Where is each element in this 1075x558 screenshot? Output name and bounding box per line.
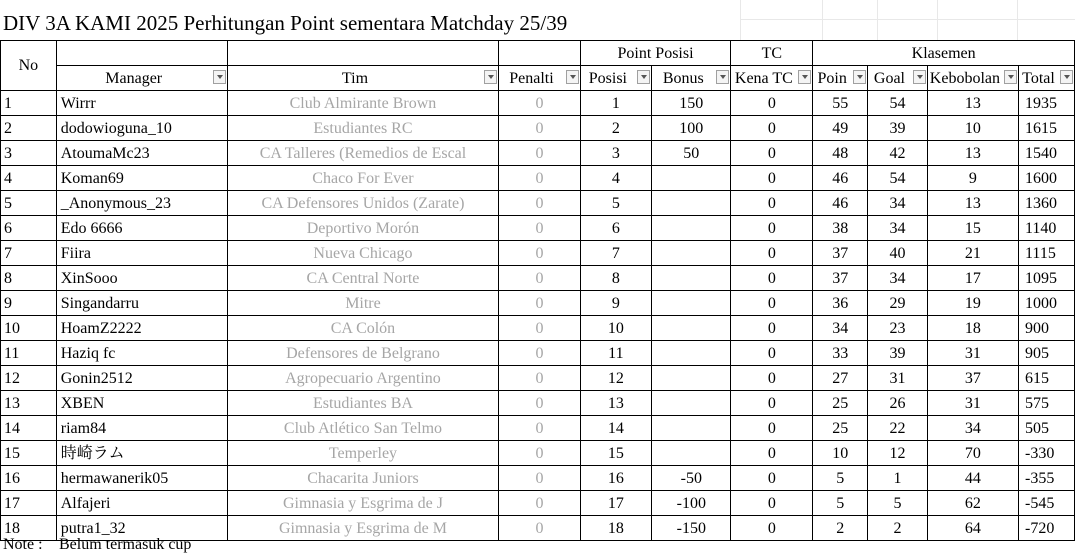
cell-manager[interactable]: _Anonymous_23 (56, 191, 227, 216)
cell-bonus[interactable] (652, 191, 731, 216)
note-text: Belum termasuk cup (59, 536, 192, 553)
cell-poin[interactable]: 49 (813, 116, 868, 141)
cell-poin[interactable]: 2 (813, 516, 868, 541)
cell-no[interactable]: 15 (1, 441, 57, 466)
cell-manager[interactable]: Koman69 (56, 166, 227, 191)
cell-no[interactable]: 3 (1, 141, 57, 166)
cell-manager[interactable]: Gonin2512 (56, 366, 227, 391)
cell-penalti[interactable]: 0 (499, 516, 580, 541)
filter-dropdown-icon[interactable] (213, 70, 226, 84)
table-row (1, 166, 1075, 191)
cell-penalti[interactable]: 0 (499, 291, 580, 316)
cell-goal[interactable]: 31 (868, 366, 928, 391)
cell-poin[interactable]: 36 (813, 291, 868, 316)
cell-bonus[interactable] (652, 166, 731, 191)
cell-goal[interactable]: 2 (868, 516, 928, 541)
cell-tim[interactable]: CA Talleres (Remedios de Escal (227, 141, 499, 166)
table-row (1, 391, 1075, 416)
cell-tim[interactable]: Defensores de Belgrano (227, 341, 499, 366)
filter-dropdown-icon[interactable] (1004, 70, 1017, 84)
cell-kebobolan[interactable]: 62 (927, 491, 1018, 516)
table-row (1, 216, 1075, 241)
header-blank (499, 41, 580, 66)
cell-kena-tc[interactable]: 0 (731, 116, 813, 141)
cell-kena-tc[interactable]: 0 (731, 91, 813, 116)
cell-posisi[interactable]: 8 (580, 266, 652, 291)
cell-tim[interactable]: CA Central Norte (227, 266, 499, 291)
filter-dropdown-icon[interactable] (913, 70, 926, 84)
cell-poin[interactable]: 10 (813, 441, 868, 466)
cell-bonus[interactable] (652, 391, 731, 416)
cell-kena-tc[interactable]: 0 (731, 141, 813, 166)
cell-no[interactable]: 9 (1, 291, 57, 316)
table-row (1, 366, 1075, 391)
cell-penalti[interactable]: 0 (499, 216, 580, 241)
header-tc: TC (731, 41, 813, 66)
cell-poin[interactable]: 5 (813, 491, 868, 516)
cell-bonus[interactable] (652, 291, 731, 316)
column-header-tim: Tim (227, 66, 499, 91)
header-no: No (1, 41, 57, 91)
cell-goal[interactable]: 12 (868, 441, 928, 466)
cell-poin[interactable]: 25 (813, 416, 868, 441)
cell-total[interactable]: 900 (1019, 316, 1075, 341)
cell-kebobolan[interactable]: 10 (927, 116, 1018, 141)
cell-bonus[interactable] (652, 366, 731, 391)
cell-poin[interactable]: 34 (813, 316, 868, 341)
column-header-posisi: Posisi (580, 66, 652, 91)
cell-poin[interactable]: 46 (813, 191, 868, 216)
cell-bonus[interactable]: 150 (652, 91, 731, 116)
cell-kena-tc[interactable]: 0 (731, 441, 813, 466)
cell-no[interactable]: 5 (1, 191, 57, 216)
cell-kena-tc[interactable]: 0 (731, 516, 813, 541)
cell-manager[interactable]: dodowioguna_10 (56, 116, 227, 141)
cell-posisi[interactable]: 10 (580, 316, 652, 341)
cell-tim[interactable]: Gimnasia y Esgrima de M (227, 516, 499, 541)
cell-kena-tc[interactable]: 0 (731, 466, 813, 491)
cell-tim[interactable]: Nueva Chicago (227, 241, 499, 266)
cell-kebobolan[interactable]: 31 (927, 391, 1018, 416)
cell-bonus[interactable] (652, 416, 731, 441)
cell-posisi[interactable]: 15 (580, 441, 652, 466)
cell-posisi[interactable]: 9 (580, 291, 652, 316)
cell-penalti[interactable]: 0 (499, 241, 580, 266)
cell-kebobolan[interactable]: 13 (927, 191, 1018, 216)
cell-kebobolan[interactable]: 37 (927, 366, 1018, 391)
cell-bonus[interactable]: -100 (652, 491, 731, 516)
cell-goal[interactable]: 22 (868, 416, 928, 441)
cell-goal[interactable]: 39 (868, 341, 928, 366)
cell-goal[interactable]: 34 (868, 266, 928, 291)
cell-bonus[interactable] (652, 316, 731, 341)
cell-manager[interactable]: 時崎ラム (56, 441, 227, 466)
cell-kena-tc[interactable]: 0 (731, 316, 813, 341)
cell-manager[interactable]: XinSooo (56, 266, 227, 291)
cell-goal[interactable]: 26 (868, 391, 928, 416)
cell-total[interactable]: 1000 (1019, 291, 1075, 316)
cell-bonus[interactable] (652, 241, 731, 266)
cell-penalti[interactable]: 0 (499, 116, 580, 141)
cell-no[interactable]: 4 (1, 166, 57, 191)
column-header-kebobolan: Kebobolan (927, 66, 1018, 91)
header-group-row (1, 41, 1075, 66)
cell-goal[interactable]: 29 (868, 291, 928, 316)
header-blank (227, 41, 499, 66)
column-header-penalti: Penalti (499, 66, 580, 91)
table-row (1, 291, 1075, 316)
cell-tim[interactable]: Deportivo Morón (227, 216, 499, 241)
cell-tim[interactable]: Agropecuario Argentino (227, 366, 499, 391)
cell-tim[interactable]: Mitre (227, 291, 499, 316)
cell-posisi[interactable]: 14 (580, 416, 652, 441)
header-point-posisi: Point Posisi (580, 41, 731, 66)
table-row (1, 441, 1075, 466)
cell-penalti[interactable]: 0 (499, 316, 580, 341)
cell-total[interactable]: 1140 (1019, 216, 1075, 241)
table-row (1, 316, 1075, 341)
cell-poin[interactable]: 37 (813, 266, 868, 291)
cell-tim[interactable]: Chacarita Juniors (227, 466, 499, 491)
filter-dropdown-icon[interactable] (484, 70, 497, 84)
cell-tim[interactable]: Estudiantes BA (227, 391, 499, 416)
cell-manager[interactable]: hermawanerik05 (56, 466, 227, 491)
cell-posisi[interactable]: 12 (580, 366, 652, 391)
header-klasemen: Klasemen (813, 41, 1075, 66)
cell-kebobolan[interactable]: 13 (927, 91, 1018, 116)
cell-posisi[interactable]: 17 (580, 491, 652, 516)
filter-dropdown-icon[interactable] (853, 70, 866, 84)
cell-kena-tc[interactable]: 0 (731, 491, 813, 516)
cell-poin[interactable]: 38 (813, 216, 868, 241)
cell-penalti[interactable]: 0 (499, 191, 580, 216)
cell-goal[interactable]: 34 (868, 191, 928, 216)
cell-goal[interactable]: 39 (868, 116, 928, 141)
table-row (1, 191, 1075, 216)
cell-total[interactable]: 1360 (1019, 191, 1075, 216)
table-row (1, 416, 1075, 441)
cell-penalti[interactable]: 0 (499, 491, 580, 516)
table-row (1, 241, 1075, 266)
cell-total[interactable]: -330 (1019, 441, 1075, 466)
cell-poin[interactable]: 37 (813, 241, 868, 266)
cell-manager[interactable]: AtoumaMc23 (56, 141, 227, 166)
cell-total[interactable]: 1600 (1019, 166, 1075, 191)
cell-poin[interactable]: 46 (813, 166, 868, 191)
cell-goal[interactable]: 23 (868, 316, 928, 341)
cell-penalti[interactable]: 0 (499, 441, 580, 466)
cell-poin[interactable]: 55 (813, 91, 868, 116)
cell-goal[interactable]: 42 (868, 141, 928, 166)
cell-goal[interactable]: 5 (868, 491, 928, 516)
column-header-goal: Goal (868, 66, 928, 91)
cell-total[interactable]: -355 (1019, 466, 1075, 491)
cell-kena-tc[interactable]: 0 (731, 291, 813, 316)
column-header-kena-tc: Kena TC (731, 66, 813, 91)
cell-penalti[interactable]: 0 (499, 91, 580, 116)
column-header-total: Total (1019, 66, 1075, 91)
cell-kebobolan[interactable]: 19 (927, 291, 1018, 316)
cell-total[interactable]: 1095 (1019, 266, 1075, 291)
cell-posisi[interactable]: 3 (580, 141, 652, 166)
cell-kena-tc[interactable]: 0 (731, 166, 813, 191)
cell-posisi[interactable]: 4 (580, 166, 652, 191)
cell-penalti[interactable]: 0 (499, 416, 580, 441)
filter-dropdown-icon[interactable] (637, 70, 650, 84)
cell-kena-tc[interactable]: 0 (731, 416, 813, 441)
cell-no[interactable]: 12 (1, 366, 57, 391)
cell-posisi[interactable]: 18 (580, 516, 652, 541)
table-row (1, 91, 1075, 116)
cell-total[interactable]: 1935 (1019, 91, 1075, 116)
cell-penalti[interactable]: 0 (499, 466, 580, 491)
cell-kena-tc[interactable]: 0 (731, 216, 813, 241)
cell-kebobolan[interactable]: 9 (927, 166, 1018, 191)
cell-manager[interactable]: Alfajeri (56, 491, 227, 516)
filter-dropdown-icon[interactable] (716, 70, 729, 84)
cell-total[interactable]: 1115 (1019, 241, 1075, 266)
cell-kena-tc[interactable]: 0 (731, 366, 813, 391)
cell-kebobolan[interactable]: 31 (927, 341, 1018, 366)
cell-kena-tc[interactable]: 0 (731, 241, 813, 266)
cell-posisi[interactable]: 11 (580, 341, 652, 366)
cell-bonus[interactable] (652, 341, 731, 366)
cell-manager[interactable]: putra1_32 (56, 516, 227, 541)
note-label: Note : (3, 536, 43, 553)
cell-kebobolan[interactable]: 15 (927, 216, 1018, 241)
cell-kena-tc[interactable]: 0 (731, 341, 813, 366)
cell-posisi[interactable]: 2 (580, 116, 652, 141)
cell-tim[interactable]: Club Atlético San Telmo (227, 416, 499, 441)
cell-poin[interactable]: 5 (813, 466, 868, 491)
cell-no[interactable]: 16 (1, 466, 57, 491)
cell-kebobolan[interactable]: 13 (927, 141, 1018, 166)
cell-no[interactable]: 17 (1, 491, 57, 516)
cell-poin[interactable]: 48 (813, 141, 868, 166)
cell-total[interactable]: 615 (1019, 366, 1075, 391)
cell-bonus[interactable] (652, 441, 731, 466)
cell-kebobolan[interactable]: 64 (927, 516, 1018, 541)
cell-poin[interactable]: 33 (813, 341, 868, 366)
cell-posisi[interactable]: 1 (580, 91, 652, 116)
cell-goal[interactable]: 54 (868, 91, 928, 116)
cell-tim[interactable]: Temperley (227, 441, 499, 466)
cell-penalti[interactable]: 0 (499, 141, 580, 166)
cell-no[interactable]: 10 (1, 316, 57, 341)
cell-kena-tc[interactable]: 0 (731, 191, 813, 216)
cell-no[interactable]: 13 (1, 391, 57, 416)
cell-no[interactable]: 8 (1, 266, 57, 291)
cell-manager[interactable]: Singandarru (56, 291, 227, 316)
cell-goal[interactable]: 1 (868, 466, 928, 491)
cell-kebobolan[interactable]: 17 (927, 266, 1018, 291)
column-header-manager: Manager (56, 66, 227, 91)
cell-goal[interactable]: 54 (868, 166, 928, 191)
cell-no[interactable]: 14 (1, 416, 57, 441)
cell-no[interactable]: 6 (1, 216, 57, 241)
cell-bonus[interactable] (652, 266, 731, 291)
header-column-row (1, 66, 1075, 91)
table-row (1, 116, 1075, 141)
cell-no[interactable]: 7 (1, 241, 57, 266)
cell-goal[interactable]: 34 (868, 216, 928, 241)
standings-body (1, 91, 1075, 541)
cell-penalti[interactable]: 0 (499, 166, 580, 191)
table-row (1, 341, 1075, 366)
cell-posisi[interactable]: 13 (580, 391, 652, 416)
cell-total[interactable]: -720 (1019, 516, 1075, 541)
cell-kena-tc[interactable]: 0 (731, 391, 813, 416)
cell-no[interactable]: 1 (1, 91, 57, 116)
cell-bonus[interactable] (652, 216, 731, 241)
cell-bonus[interactable]: -50 (652, 466, 731, 491)
cell-tim[interactable]: Chaco For Ever (227, 166, 499, 191)
cell-bonus[interactable]: -150 (652, 516, 731, 541)
cell-poin[interactable]: 27 (813, 366, 868, 391)
cell-manager[interactable]: HoamZ2222 (56, 316, 227, 341)
standings-table (0, 40, 1075, 541)
cell-bonus[interactable]: 100 (652, 116, 731, 141)
cell-poin[interactable]: 25 (813, 391, 868, 416)
cell-total[interactable]: 905 (1019, 341, 1075, 366)
filter-dropdown-icon[interactable] (566, 70, 579, 84)
cell-manager[interactable]: Edo 6666 (56, 216, 227, 241)
cell-kebobolan[interactable]: 21 (927, 241, 1018, 266)
cell-kena-tc[interactable]: 0 (731, 266, 813, 291)
cell-tim[interactable]: CA Colón (227, 316, 499, 341)
column-header-poin: Poin (813, 66, 868, 91)
cell-penalti[interactable]: 0 (499, 366, 580, 391)
cell-manager[interactable]: Haziq fc (56, 341, 227, 366)
cell-manager[interactable]: XBEN (56, 391, 227, 416)
cell-posisi[interactable]: 6 (580, 216, 652, 241)
cell-penalti[interactable]: 0 (499, 391, 580, 416)
cell-total[interactable]: 575 (1019, 391, 1075, 416)
cell-kebobolan[interactable]: 44 (927, 466, 1018, 491)
cell-kebobolan[interactable]: 18 (927, 316, 1018, 341)
cell-no[interactable]: 18 (1, 516, 57, 541)
table-row (1, 466, 1075, 491)
cell-total[interactable]: 505 (1019, 416, 1075, 441)
cell-tim[interactable]: Gimnasia y Esgrima de J (227, 491, 499, 516)
cell-posisi[interactable]: 7 (580, 241, 652, 266)
cell-bonus[interactable]: 50 (652, 141, 731, 166)
table-row (1, 491, 1075, 516)
cell-goal[interactable]: 40 (868, 241, 928, 266)
column-header-bonus: Bonus (652, 66, 731, 91)
cell-manager[interactable]: Wirrr (56, 91, 227, 116)
footnote (3, 533, 191, 557)
cell-total[interactable]: -545 (1019, 491, 1075, 516)
filter-dropdown-icon[interactable] (1060, 70, 1073, 84)
cell-penalti[interactable]: 0 (499, 266, 580, 291)
cell-total[interactable]: 1615 (1019, 116, 1075, 141)
filter-dropdown-icon[interactable] (798, 70, 811, 84)
sheet-title: DIV 3A KAMI 2025 Perhitungan Point sementara Matchday 25/39 (3, 11, 568, 35)
cell-posisi[interactable]: 16 (580, 466, 652, 491)
cell-manager[interactable]: Fiira (56, 241, 227, 266)
table-row (1, 141, 1075, 166)
header-blank (56, 41, 227, 66)
cell-kebobolan[interactable]: 70 (927, 441, 1018, 466)
table-row (1, 266, 1075, 291)
cell-posisi[interactable]: 5 (580, 191, 652, 216)
cell-total[interactable]: 1540 (1019, 141, 1075, 166)
cell-penalti[interactable]: 0 (499, 341, 580, 366)
cell-tim[interactable]: Estudiantes RC (227, 116, 499, 141)
cell-tim[interactable]: CA Defensores Unidos (Zarate) (227, 191, 499, 216)
cell-kebobolan[interactable]: 34 (927, 416, 1018, 441)
cell-tim[interactable]: Club Almirante Brown (227, 91, 499, 116)
cell-manager[interactable]: riam84 (56, 416, 227, 441)
cell-no[interactable]: 11 (1, 341, 57, 366)
cell-no[interactable]: 2 (1, 116, 57, 141)
